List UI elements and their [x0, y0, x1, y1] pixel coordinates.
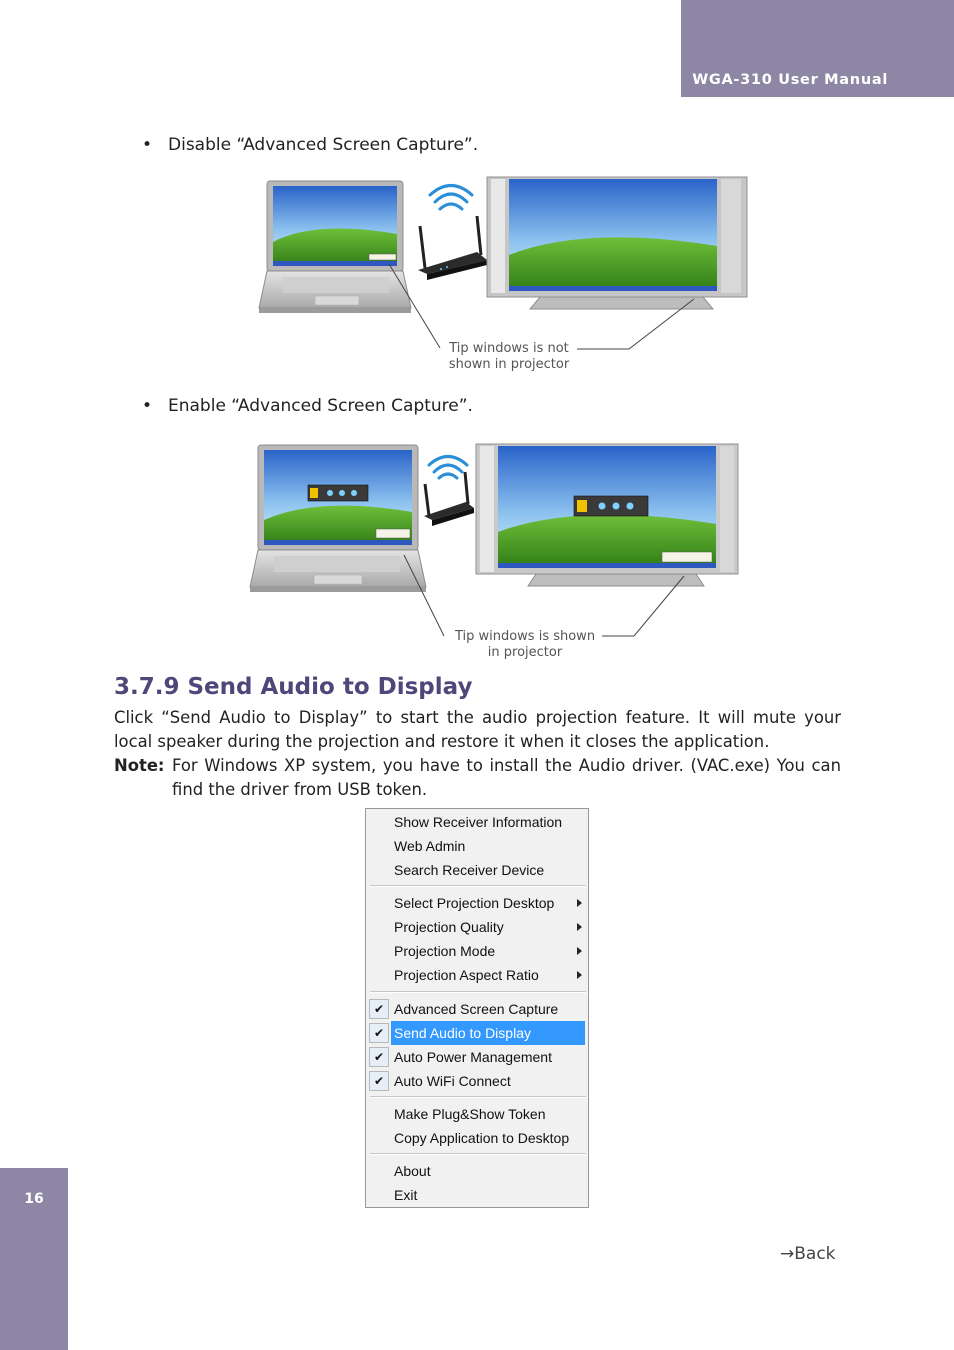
menu-item-label: Send Audio to Display: [391, 1021, 585, 1045]
menu-separator: [370, 991, 586, 993]
menu-item-label: Projection Quality: [394, 919, 504, 935]
menu-item-label: Auto WiFi Connect: [394, 1073, 511, 1089]
section-title: 3.7.9 Send Audio to Display: [114, 674, 473, 700]
callout-line: Tip windows is not: [449, 341, 569, 356]
manual-title: WGA-310 User Manual: [692, 72, 888, 88]
note-text-line-2: find the driver from USB token.: [172, 780, 428, 799]
checkmark-icon: ✔: [369, 999, 389, 1019]
wifi-signal-icon: [430, 186, 472, 210]
menu-item-select-projection-desktop[interactable]: [366, 891, 588, 915]
wifi-signal-icon: [429, 457, 467, 479]
projector-screen-graphic: [487, 177, 747, 309]
menu-item-label: Make Plug&Show Token: [394, 1106, 546, 1122]
note-text-line-1: For Windows XP system, you have to install the Audio driver. (VAC.exe) You can: [172, 756, 841, 775]
menu-item-projection-mode[interactable]: [366, 939, 588, 963]
illustration-tip-not-shown: [255, 170, 755, 330]
menu-item-projection-quality[interactable]: [366, 915, 588, 939]
menu-item-label: Projection Mode: [394, 943, 496, 959]
menu-item-projection-aspect-ratio[interactable]: [366, 963, 588, 987]
laptop-graphic: [259, 181, 411, 313]
menu-separator: [370, 885, 586, 887]
menu-item-auto-power-management[interactable]: [366, 1045, 588, 1069]
illustration-tip-shown: [248, 440, 744, 600]
checkmark-icon: ✔: [369, 1071, 389, 1091]
callout-tip-shown: [448, 629, 602, 660]
menu-item-advanced-screen-capture[interactable]: [366, 997, 588, 1021]
bullet-enable-capture: [142, 396, 473, 416]
menu-item-show-receiver-information[interactable]: [366, 810, 588, 834]
note-label: Note:: [114, 756, 165, 775]
submenu-arrow-icon: [577, 923, 582, 931]
section-paragraph-line-1: Click “Send Audio to Display” to start the audio projection feature. It will mute your: [114, 708, 841, 727]
header-tab: [681, 0, 954, 97]
menu-separator: [370, 1096, 586, 1098]
menu-item-label: Projection Aspect Ratio: [394, 967, 539, 983]
menu-item-exit[interactable]: [366, 1183, 588, 1207]
menu-separator: [370, 1153, 586, 1155]
menu-item-label: Select Projection Desktop: [394, 895, 555, 911]
callout-line: Tip windows is shown: [454, 629, 596, 644]
menu-item-copy-application-to-desktop[interactable]: [366, 1126, 588, 1150]
menu-item-search-receiver-device[interactable]: [366, 858, 588, 882]
menu-item-about[interactable]: [366, 1159, 588, 1183]
menu-item-label: Auto Power Management: [394, 1049, 552, 1065]
bullet-text: Disable “Advanced Screen Capture”.: [168, 135, 479, 155]
router-graphic: [418, 216, 487, 280]
menu-item-web-admin[interactable]: [366, 834, 588, 858]
bullet-dot: •: [142, 135, 153, 155]
callout-tip-not-shown: [442, 341, 576, 372]
checkmark-icon: ✔: [369, 1047, 389, 1067]
menu-item-send-audio-to-display[interactable]: [366, 1021, 588, 1045]
context-menu: [365, 808, 589, 1208]
menu-item-make-plug-show-token[interactable]: [366, 1102, 588, 1126]
submenu-arrow-icon: [577, 947, 582, 955]
menu-item-label: Show Receiver Information: [394, 814, 563, 830]
callout-line: in projector: [487, 644, 563, 660]
router-graphic: [424, 472, 474, 526]
page-number: 16: [24, 1191, 44, 1207]
menu-item-label: Exit: [394, 1187, 418, 1203]
menu-item-label: About: [394, 1163, 431, 1179]
submenu-arrow-icon: [577, 899, 582, 907]
bullet-disable-capture: [142, 135, 478, 155]
callout-line: shown in projector: [448, 356, 570, 372]
projector-screen-graphic: [476, 444, 738, 586]
menu-item-label: Search Receiver Device: [394, 862, 545, 878]
submenu-arrow-icon: [577, 971, 582, 979]
menu-item-label: Web Admin: [394, 838, 466, 854]
bullet-dot: •: [142, 396, 153, 416]
menu-item-label: Advanced Screen Capture: [394, 1001, 559, 1017]
page-tab: [0, 1168, 68, 1350]
back-link[interactable]: →Back: [780, 1244, 836, 1264]
menu-item-auto-wifi-connect[interactable]: [366, 1069, 588, 1093]
menu-item-label: Copy Application to Desktop: [394, 1130, 570, 1146]
laptop-graphic: [250, 445, 426, 592]
section-paragraph-line-2: local speaker during the projection and restore it when it closes the application.: [114, 732, 770, 751]
checkmark-icon: ✔: [369, 1023, 389, 1043]
bullet-text: Enable “Advanced Screen Capture”.: [168, 396, 473, 416]
